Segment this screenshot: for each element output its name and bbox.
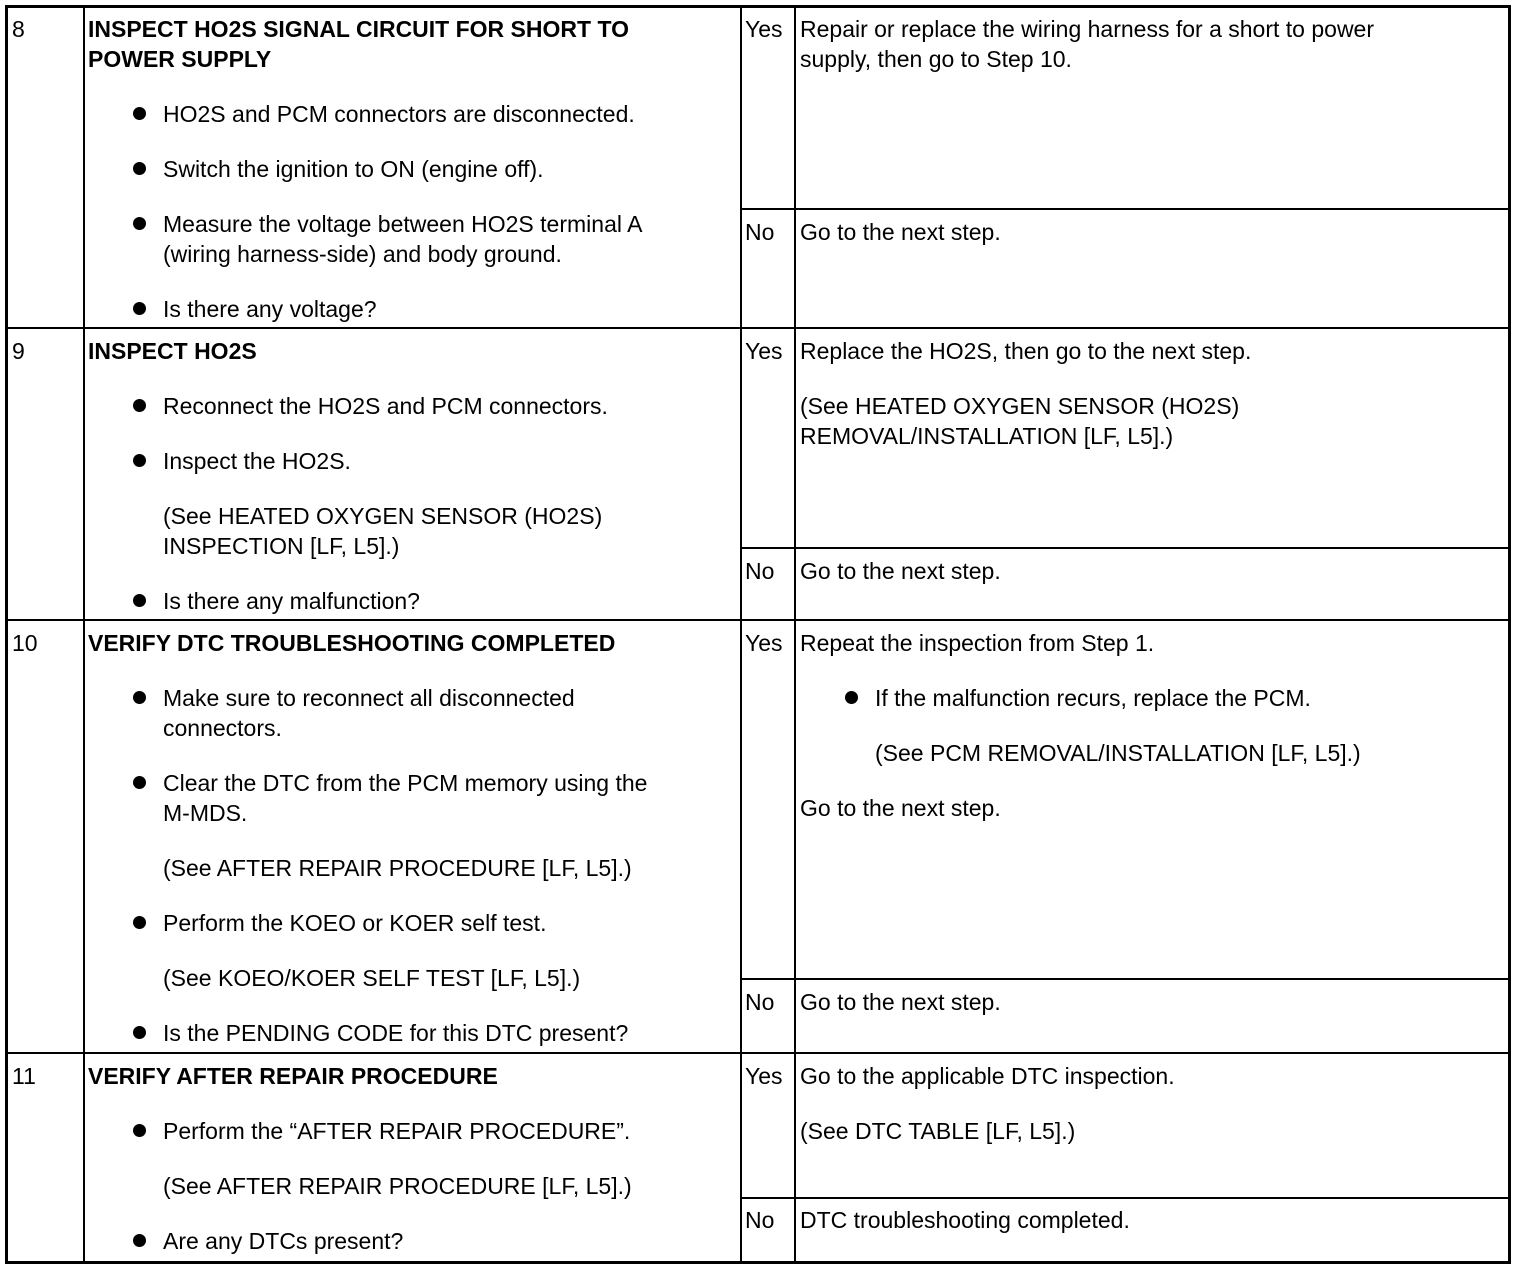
list-item: Perform the “AFTER REPAIR PROCEDURE”. <box>163 1118 631 1144</box>
step-number: 9 <box>12 338 25 364</box>
no-label: No <box>745 989 775 1015</box>
yes-result: Go to the next step. <box>800 795 1001 821</box>
no-result: DTC troubleshooting completed. <box>800 1207 1130 1233</box>
list-item: Measure the voltage between HO2S terminal A <box>163 211 643 237</box>
bullet-icon <box>133 691 146 704</box>
column-divider-step <box>83 8 85 1261</box>
row-divider <box>8 1052 1508 1054</box>
bullet-icon <box>133 107 146 120</box>
reference-note: (See HEATED OXYGEN SENSOR (HO2S) <box>163 503 603 529</box>
reference-note: (See AFTER REPAIR PROCEDURE [LF, L5].) <box>163 855 632 881</box>
yes-no-divider <box>740 208 1508 210</box>
step-title: INSPECT HO2S SIGNAL CIRCUIT FOR SHORT TO <box>88 16 629 42</box>
yes-label: Yes <box>745 16 783 42</box>
list-item: Perform the KOEO or KOER self test. <box>163 910 547 936</box>
list-item: Is there any voltage? <box>163 296 377 322</box>
bullet-icon <box>133 1234 146 1247</box>
list-item: HO2S and PCM connectors are disconnected. <box>163 101 635 127</box>
yes-result: supply, then go to Step 10. <box>800 46 1072 72</box>
yes-result: Repeat the inspection from Step 1. <box>800 630 1155 656</box>
bullet-icon <box>845 691 858 704</box>
yes-no-divider <box>740 1197 1508 1199</box>
reference-note: (See AFTER REPAIR PROCEDURE [LF, L5].) <box>163 1173 632 1199</box>
yes-no-divider <box>740 547 1508 549</box>
yes-no-divider <box>740 978 1508 980</box>
list-item: (wiring harness-side) and body ground. <box>163 241 562 267</box>
step-number: 10 <box>12 630 38 656</box>
troubleshooting-table <box>5 5 1511 1264</box>
bullet-icon <box>133 1026 146 1039</box>
yes-result-bullet: If the malfunction recurs, replace the PCM. <box>875 685 1311 711</box>
step-title: VERIFY DTC TROUBLESHOOTING COMPLETED <box>88 630 616 656</box>
list-item: Reconnect the HO2S and PCM connectors. <box>163 393 608 419</box>
step-number: 11 <box>12 1063 36 1089</box>
reference-note: (See KOEO/KOER SELF TEST [LF, L5].) <box>163 965 581 991</box>
bullet-icon <box>133 1124 146 1137</box>
step-number: 8 <box>12 16 25 42</box>
list-item: M-MDS. <box>163 800 248 826</box>
yes-result: Repair or replace the wiring harness for a short to power <box>800 16 1375 42</box>
list-item: connectors. <box>163 715 282 741</box>
reference-note: (See HEATED OXYGEN SENSOR (HO2S) <box>800 393 1240 419</box>
step-title: INSPECT HO2S <box>88 338 257 364</box>
yes-result: Go to the applicable DTC inspection. <box>800 1063 1175 1089</box>
no-label: No <box>745 219 775 245</box>
list-item: Inspect the HO2S. <box>163 448 351 474</box>
no-label: No <box>745 558 775 584</box>
bullet-icon <box>133 454 146 467</box>
bullet-icon <box>133 594 146 607</box>
step-title: POWER SUPPLY <box>88 46 272 72</box>
bullet-icon <box>133 162 146 175</box>
reference-note: REMOVAL/INSTALLATION [LF, L5].) <box>800 423 1174 449</box>
bullet-icon <box>133 916 146 929</box>
row-divider <box>8 327 1508 329</box>
no-result: Go to the next step. <box>800 219 1001 245</box>
reference-note: (See DTC TABLE [LF, L5].) <box>800 1118 1076 1144</box>
list-item: Make sure to reconnect all disconnected <box>163 685 575 711</box>
row-divider <box>8 619 1508 621</box>
yes-label: Yes <box>745 338 783 364</box>
yes-label: Yes <box>745 1063 783 1089</box>
list-item: Is there any malfunction? <box>163 588 420 614</box>
bullet-icon <box>133 302 146 315</box>
no-label: No <box>745 1207 775 1233</box>
reference-note: INSPECTION [LF, L5].) <box>163 533 400 559</box>
step-title: VERIFY AFTER REPAIR PROCEDURE <box>88 1063 498 1089</box>
reference-note: (See PCM REMOVAL/INSTALLATION [LF, L5].) <box>875 740 1361 766</box>
no-result: Go to the next step. <box>800 558 1001 584</box>
bullet-icon <box>133 776 146 789</box>
list-item: Are any DTCs present? <box>163 1228 404 1254</box>
yes-label: Yes <box>745 630 783 656</box>
column-divider-procedure <box>740 8 742 1261</box>
list-item: Clear the DTC from the PCM memory using the <box>163 770 648 796</box>
list-item: Is the PENDING CODE for this DTC present? <box>163 1020 629 1046</box>
yes-result: Replace the HO2S, then go to the next step. <box>800 338 1252 364</box>
no-result: Go to the next step. <box>800 989 1001 1015</box>
bullet-icon <box>133 399 146 412</box>
column-divider-result <box>794 8 796 1261</box>
list-item: Switch the ignition to ON (engine off). <box>163 156 544 182</box>
bullet-icon <box>133 217 146 230</box>
